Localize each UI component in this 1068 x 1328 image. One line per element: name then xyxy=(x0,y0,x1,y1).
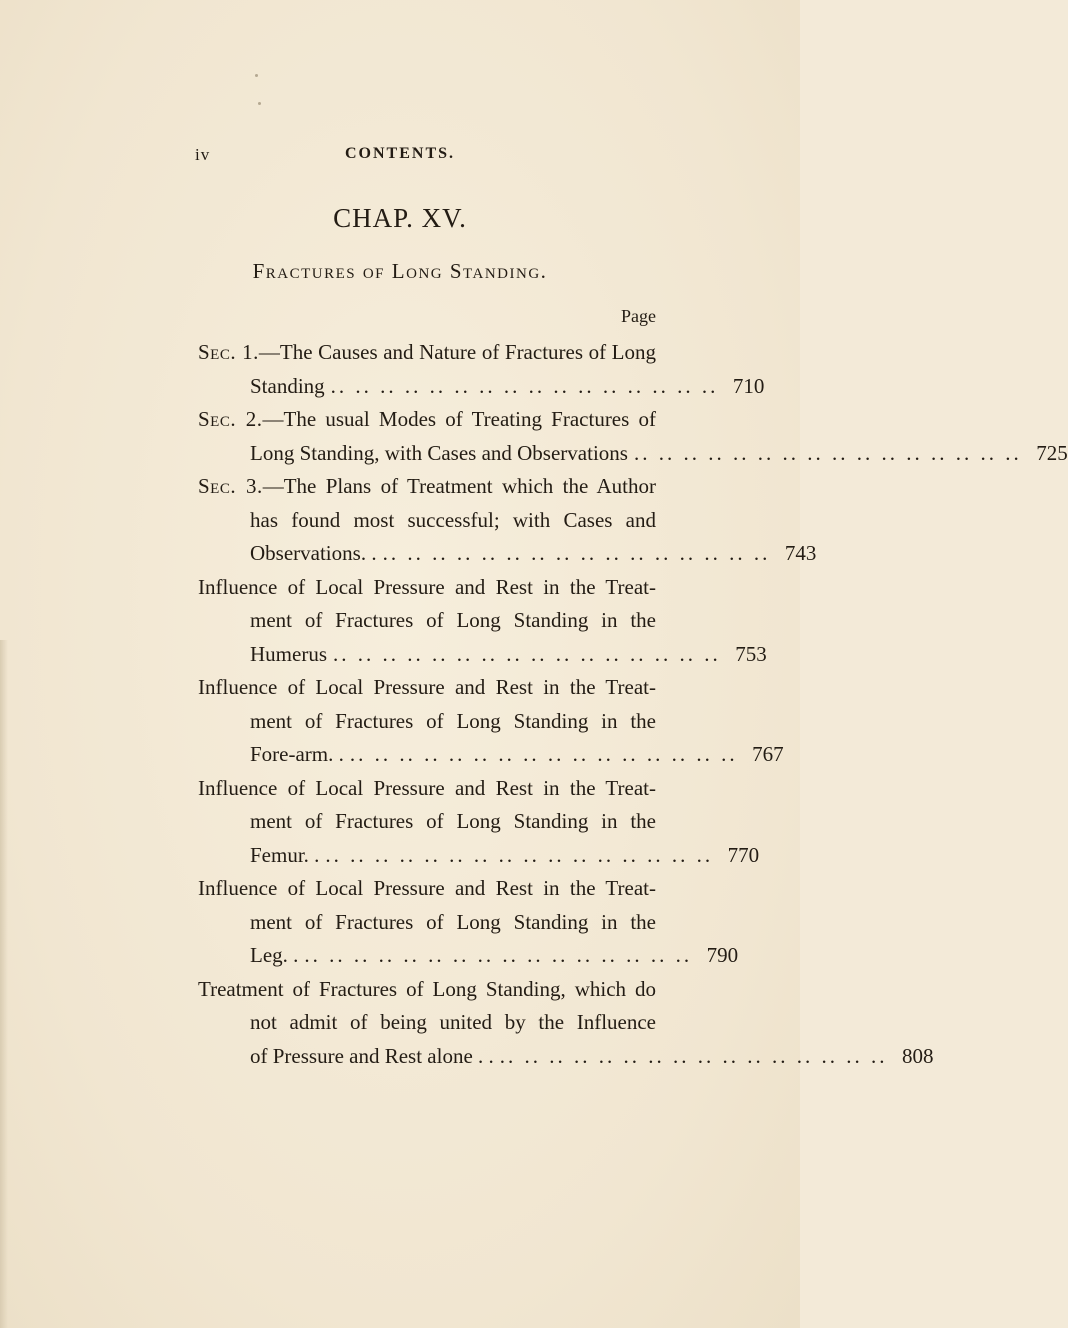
page-number: 753 xyxy=(735,641,767,666)
toc-entry-line xyxy=(198,1006,656,1040)
toc-entry-text: —The usual Modes of Treating Fractures of xyxy=(262,407,656,431)
toc-entry-final-line xyxy=(198,1040,934,1074)
dot-leader: .. .. .. .. .. .. .. .. .. .. .. .. .. .. .. .. xyxy=(333,641,721,666)
dot-leader: .. .. .. .. .. .. .. .. .. .. .. .. .. .. .. .. xyxy=(382,541,771,565)
toc-entry-final-line xyxy=(198,939,739,973)
page-number: 743 xyxy=(784,541,817,565)
toc-entry xyxy=(198,336,765,403)
toc-entry-text: of Pressure and Rest alone . . xyxy=(250,1043,494,1068)
toc-entry-text: Influence of Local Pressure and Rest in the Treat- xyxy=(198,775,656,800)
toc-entry-text: —The Plans of Treatment which the Author xyxy=(262,474,656,498)
table-of-contents xyxy=(198,336,1068,1073)
toc-entry-text: ment of Fractures of Long Standing in the xyxy=(250,809,656,833)
toc-entry-text: ment of Fractures of Long Standing in the xyxy=(250,909,656,934)
toc-entry-text: Treatment of Fractures of Long Standing, which do xyxy=(198,976,656,1001)
toc-entry xyxy=(198,671,784,772)
toc-entry xyxy=(198,403,1068,470)
toc-entry-text: not admit of being united by the Influence xyxy=(250,1010,656,1034)
toc-entry-text: Long Standing, with Cases and Observations xyxy=(250,440,628,465)
running-title: CONTENTS. xyxy=(344,145,456,162)
dot-leader: .. .. .. .. .. .. .. .. .. .. .. .. .. .. .. .. xyxy=(349,742,738,766)
toc-entry-line xyxy=(198,671,656,705)
page-column-label: Page xyxy=(621,306,656,326)
page-number: 790 xyxy=(706,943,739,967)
toc-entry-final-line xyxy=(198,537,817,571)
toc-entry-text: Leg. . xyxy=(250,943,299,967)
dot-leader: .. .. .. .. .. .. .. .. .. .. .. .. .. .. .. .. xyxy=(325,842,714,867)
page-number: 710 xyxy=(732,373,765,398)
toc-entry-text: Standing xyxy=(250,373,325,398)
toc-entry-line xyxy=(198,336,656,370)
toc-entry-line xyxy=(198,973,656,1007)
toc-entry-final-line xyxy=(198,638,767,672)
toc-entry-line xyxy=(198,805,656,839)
toc-entry xyxy=(198,571,767,672)
chapter-number: CHAP. XV. xyxy=(333,203,467,233)
toc-entry-text: Influence of Local Pressure and Rest in the Treat- xyxy=(198,876,656,900)
toc-entry-line xyxy=(198,504,656,538)
dot-leader: .. .. .. .. .. .. .. .. .. .. .. .. .. .. .. .. xyxy=(499,1043,888,1068)
toc-entry-text: Humerus xyxy=(250,641,327,666)
section-label: Sec. 1. xyxy=(198,340,259,364)
toc-entry-line xyxy=(198,604,656,638)
toc-entry-final-line xyxy=(198,738,784,772)
paper-speck xyxy=(258,102,261,105)
toc-entry-line xyxy=(198,705,656,739)
toc-entry-text: Observations. . xyxy=(250,541,377,565)
dot-leader: .. .. .. .. .. .. .. .. .. .. .. .. .. .. .. .. xyxy=(633,440,1022,465)
toc-entry xyxy=(198,872,739,973)
toc-entry xyxy=(198,973,934,1074)
toc-entry-line xyxy=(198,403,656,437)
section-label: Sec. 2. xyxy=(198,407,263,431)
toc-entry-text: Influence of Local Pressure and Rest in the Treat- xyxy=(198,675,656,699)
page-folio: iv xyxy=(195,145,211,164)
toc-entry-line xyxy=(198,470,656,504)
dot-leader: .. .. .. .. .. .. .. .. .. .. .. .. .. .. .. .. xyxy=(304,943,693,967)
page-number: 808 xyxy=(902,1043,934,1068)
toc-entry-text: Fore-arm. . xyxy=(250,742,344,766)
section-label: Sec. 3. xyxy=(198,474,263,498)
toc-entry-text: —The Causes and Nature of Fractures of Long xyxy=(258,340,656,364)
toc-entry-final-line xyxy=(198,437,1068,471)
toc-entry-final-line xyxy=(198,370,765,404)
toc-entry-line xyxy=(198,571,656,605)
toc-entry-text: has found most successful; with Cases and xyxy=(250,507,656,532)
toc-entry-final-line xyxy=(198,839,760,873)
running-head xyxy=(0,145,800,173)
toc-entry-text: ment of Fractures of Long Standing in the xyxy=(250,708,656,733)
toc-entry-line xyxy=(198,906,656,940)
toc-entry-line xyxy=(198,872,656,906)
toc-entry xyxy=(198,772,760,873)
toc-entry-text: Influence of Local Pressure and Rest in the Treat- xyxy=(198,574,656,599)
paper-speck xyxy=(255,74,258,77)
toc-entry xyxy=(198,470,817,571)
chapter-title: Fractures of Long Standing. xyxy=(252,259,548,283)
toc-entry-text: ment of Fractures of Long Standing in the xyxy=(250,608,656,632)
page-number: 767 xyxy=(752,742,784,766)
page-number: 725 xyxy=(1036,440,1068,465)
toc-entry-line xyxy=(198,772,656,806)
page-gutter-shadow xyxy=(0,640,8,1328)
page-number: 770 xyxy=(727,842,760,867)
dot-leader: .. .. .. .. .. .. .. .. .. .. .. .. .. .. .. .. xyxy=(330,373,719,398)
toc-entry-text: Femur. . xyxy=(250,842,320,867)
